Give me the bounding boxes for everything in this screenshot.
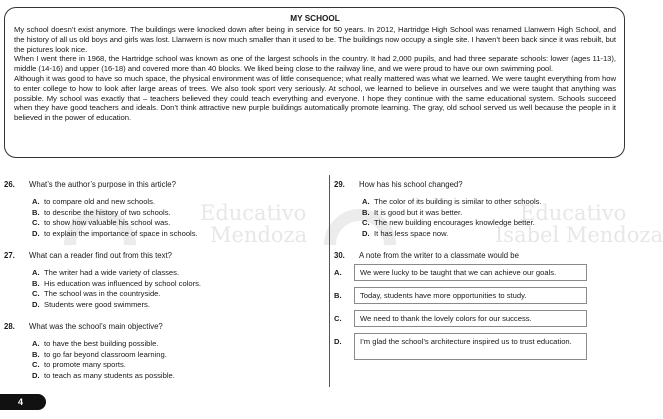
option-letter: D. [334,337,342,346]
question-number: 28. [4,322,15,331]
option-letter: D. [32,370,40,380]
question-number: 26. [4,180,15,189]
option-letter: B. [32,207,40,217]
option-letter: C. [32,218,40,227]
watermark-right-line1: Educativo [520,201,627,225]
option-box: Today, students have more opportunities to study. [354,287,587,304]
watermark-left-line1: Educativo [200,201,307,225]
option-letter: C. [362,218,370,227]
option-letter: A. [32,197,40,206]
question-text: What’s the author’s purpose in this article? [29,180,176,189]
question-number: 27. [4,251,15,260]
option-text: Students were good swimmers. [44,299,150,309]
question-text: What was the school’s main objective? [29,322,163,331]
option-letter: B. [334,291,342,300]
reading-paragraph-3: Although it was good to have so much space, the physical environment was of little consequence; what really mattered was what we learned. We were taught everything from how to enter college to how to look after large areas of trees. We also took sport very seriously. At school, we learned to believe in ourselves and we were taught that anything was possible. My school was exactly that – teachers believed they could teach everything and everyone. I hope they continue with the same educational system. Schools succeed when they have good teachers and ideals. Don’t think attractive new purple buildings automatically promote learning. The gray, old school served us well because the people in it believed in the power of education. [14,73,616,123]
option-text: to describe the history of two schools. [44,207,171,217]
option-text: It is good but it was better. [374,207,463,217]
option-letter: B. [362,207,370,217]
reading-passage [4,7,625,158]
option-letter: D. [362,228,370,238]
question-number: 30. [334,251,345,260]
option-text: The school was in the countryside. [44,289,161,298]
option-text: to have the best building possible. [44,339,159,348]
page-number-badge: 4 [0,394,46,410]
option-box: We were lucky to be taught that we can achieve our goals. [354,264,587,281]
option-text: The color of its building is similar to other schools. [374,197,542,206]
option-letter: A. [334,268,342,277]
option-letter: D. [32,228,40,238]
question-number: 29. [334,180,345,189]
question-text: How has his school changed? [359,180,463,189]
option-letter: C. [32,289,40,298]
watermark-left-line2: Mendoza [210,223,308,247]
option-text: His education was influenced by school colors. [44,278,202,288]
question-text: What can a reader find out from this text? [29,251,173,260]
option-text: It has less space now. [374,228,449,238]
option-text: The new building encourages knowledge better. [374,218,535,227]
option-box: We need to thank the lovely colors for our success. [354,310,587,327]
option-text: The writer had a wide variety of classes. [44,268,180,277]
reading-paragraph-2: When I went there in 1968, the Hartridge school was known as one of the largest schools in the country. It had 2,000 pupils, and had three separate schools: lower (ages 11-13), middle (14-16) and upper (16-18) and covered more than 40 blocks. We liked being close to the railway line, and we were proud to have our own swimming pool. [14,54,616,74]
option-letter: B. [32,349,40,359]
reading-paragraph-1: My school doesn’t exist anymore. The buildings were knocked down after being in service for 50 years. In 2012, Hartridge High School was renamed Llanwern High School, and the history of all us old boys and girls was lost. Llanwern is now much smaller than it used to be. The buildings now occupy a single site. I haven’t been back since it was rebuilt, but the pictures look nice. [14,25,616,54]
option-letter: A. [362,197,370,206]
option-text: to show how valuable his school was. [44,218,171,227]
option-text: to teach as many students as possible. [44,370,175,380]
option-letter: A. [32,339,40,348]
option-letter: D. [32,299,40,309]
reading-title: MY SCHOOL [290,14,340,23]
watermark-right-line2: Isabel Mendoza [495,223,663,247]
option-letter: A. [32,268,40,277]
option-letter: C. [334,314,342,323]
column-divider [329,175,330,387]
question-text: A note from the writer to a classmate would be [359,251,519,260]
option-text: to compare old and new schools. [44,197,156,206]
option-text: to promote many sports. [44,360,126,369]
option-letter: C. [32,360,40,369]
question-30 [334,251,624,346]
option-letter: B. [32,278,40,288]
option-box: I’m glad the school’s architecture inspired us to trust education. [354,333,587,360]
option-text: to go far beyond classroom learning. [44,349,167,359]
option-text: to explain the importance of space in schools. [44,228,198,238]
